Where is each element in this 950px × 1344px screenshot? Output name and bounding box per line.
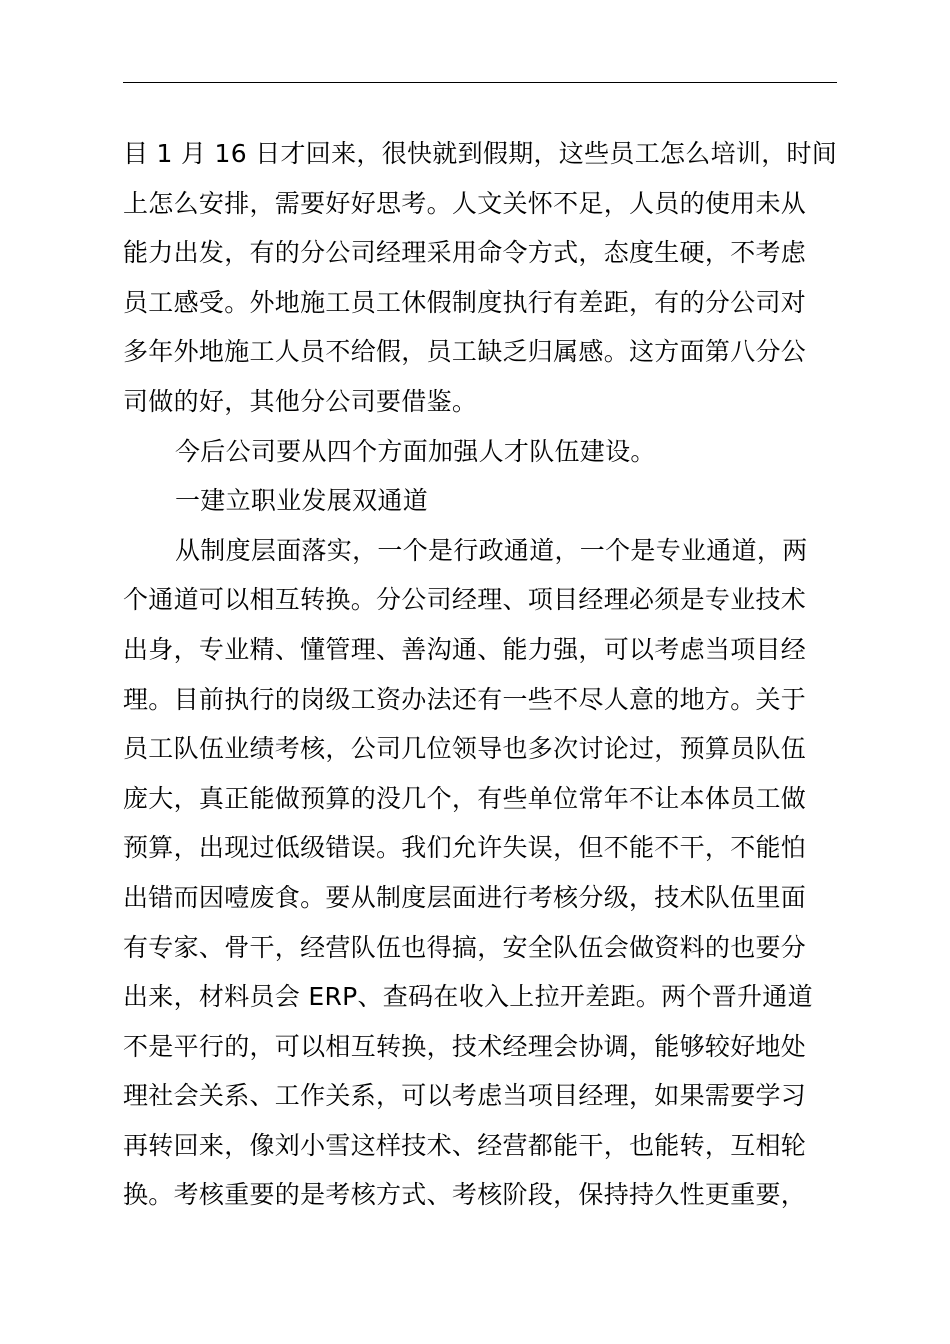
text-line: 个通道可以相互转换。分公司经理、项目经理必须是专业技术 <box>123 585 807 615</box>
document-body <box>123 129 843 1220</box>
text-line: 多年外地施工人员不给假，员工缺乏归属感。这方面第八分公 <box>123 337 807 367</box>
header-divider <box>123 82 837 83</box>
paragraph-intro: 今后公司要从四个方面加强人才队伍建设。 <box>175 436 656 466</box>
section-heading: 一建立职业发展双通道 <box>175 486 429 516</box>
text-line: 有专家、骨干，经营队伍也得搞，安全队伍会做资料的也要分 <box>123 932 807 962</box>
text-line: 能力出发，有的分公司经理采用命令方式，态度生硬，不考虑 <box>123 238 807 268</box>
text-line: 预算，出现过低级错误。我们允许失误，但不能不干，不能怕 <box>123 833 807 863</box>
text-line: 员工队伍业绩考核，公司几位领导也多次讨论过，预算员队伍 <box>123 734 807 764</box>
text-line: 上怎么安排，需要好好思考。人文关怀不足，人员的使用未从 <box>123 188 807 218</box>
text-line: 目 1 月 16 日才回来，很快就到假期，这些员工怎么培训，时间 <box>123 139 838 168</box>
text-line: 换。考核重要的是考核方式、考核阶段，保持持久性更重要， <box>123 1180 807 1210</box>
text-line: 司做的好，其他分公司要借鉴。 <box>123 386 478 416</box>
text-line: 出身，专业精、懂管理、善沟通、能力强，可以考虑当项目经 <box>123 634 807 664</box>
text-line: 再转回来，像刘小雪这样技术、经营都能干，也能转，互相轮 <box>123 1130 807 1160</box>
text-line: 理。目前执行的岗级工资办法还有一些不尽人意的地方。关于 <box>123 684 807 714</box>
text-line: 不是平行的，可以相互转换，技术经理会协调，能够较好地处 <box>123 1031 807 1061</box>
text-line: 出错而因噎废食。要从制度层面进行考核分级，技术队伍里面 <box>123 882 807 912</box>
text-line: 出来，材料员会 ERP、查码在收入上拉开差距。两个晋升通道 <box>123 982 813 1012</box>
text-line: 员工感受。外地施工员工休假制度执行有差距，有的分公司对 <box>123 287 807 317</box>
text-line: 从制度层面落实，一个是行政通道，一个是专业通道，两 <box>175 535 808 565</box>
text-line: 庞大，真正能做预算的没几个，有些单位常年不让本体员工做 <box>123 783 807 813</box>
text-line: 理社会关系、工作关系，可以考虑当项目经理，如果需要学习 <box>123 1081 807 1111</box>
